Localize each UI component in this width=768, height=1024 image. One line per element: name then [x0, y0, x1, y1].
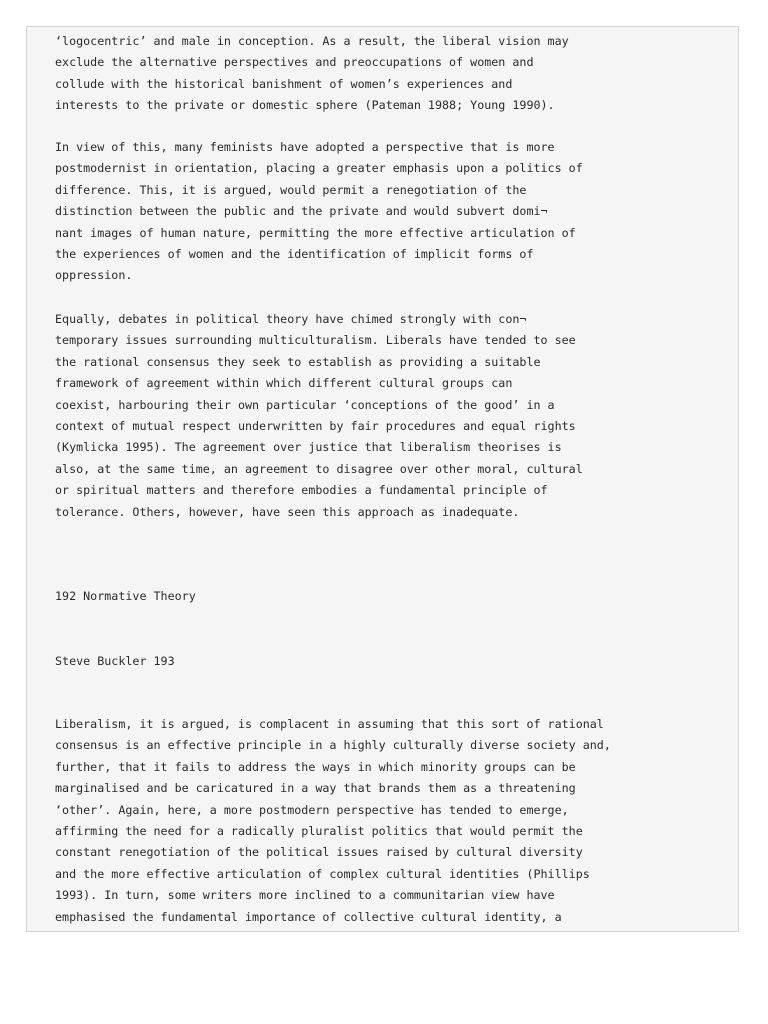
- paragraph-postmodernist-feminism: In view of this, many feminists have adopted a perspective that is more postmodernist in orientation, placing a greater emphasis upon a politics of difference. This, it is argued, would permit a renegotiation of the distinction between the public and the private and would subvert domi¬ nant images of human nature, permitting the more effective articulation of the experiences of women and the identification of implicit forms of oppression.: [55, 140, 583, 283]
- running-header-left: 192 Normative Theory: [55, 589, 196, 603]
- running-header-right: Steve Buckler 193: [55, 654, 175, 668]
- paragraph-multiculturalism: Equally, debates in political theory have chimed strongly with con¬ temporary issues surrounding multiculturalism. Liberals have tended to see the rational consensus they seek to establish as providing a suitable framework of agreement within which different cultural groups can coexist, harbouring their own particular ‘conceptions of the good’ in a context of mutual respect underwritten by fair procedures and equal rights (Kymlicka 1995). The agreement over justice that liberalism theorises is also, at the same time, an agreement to disagree over other moral, cultural or spiritual matters and therefore embodies a fundamental principle of tolerance. Others, however, have seen this approach as inadequate.: [55, 312, 583, 519]
- paragraph-feminist-critique: ‘logocentric’ and male in conception. As a result, the liberal vision may exclude the alternative perspectives and preoccupations of women and collude with the historical banishment of women’s experiences and interests to the private or domestic sphere (Pateman 1988; Young 1990).: [55, 34, 569, 113]
- document-page: [26, 26, 739, 932]
- paragraph-liberalism-complacent: Liberalism, it is argued, is complacent in assuming that this sort of rational consensus is an effective principle in a highly culturally diverse society and, further, that it fails to address the ways in which minority groups can be marginalised and be caricatured in a way that brands them as a threatening ‘other’. Again, here, a more postmodern perspective has tended to emerge, affirming the need for a radically pluralist politics that would permit the constant renegotiation of the political issues raised by cultural diversity and the more effective articulation of complex cultural identities (Phillips 1993). In turn, some writers more inclined to a communitarian view have emphasised the fundamental importance of collective cultural identity, a: [55, 717, 611, 924]
